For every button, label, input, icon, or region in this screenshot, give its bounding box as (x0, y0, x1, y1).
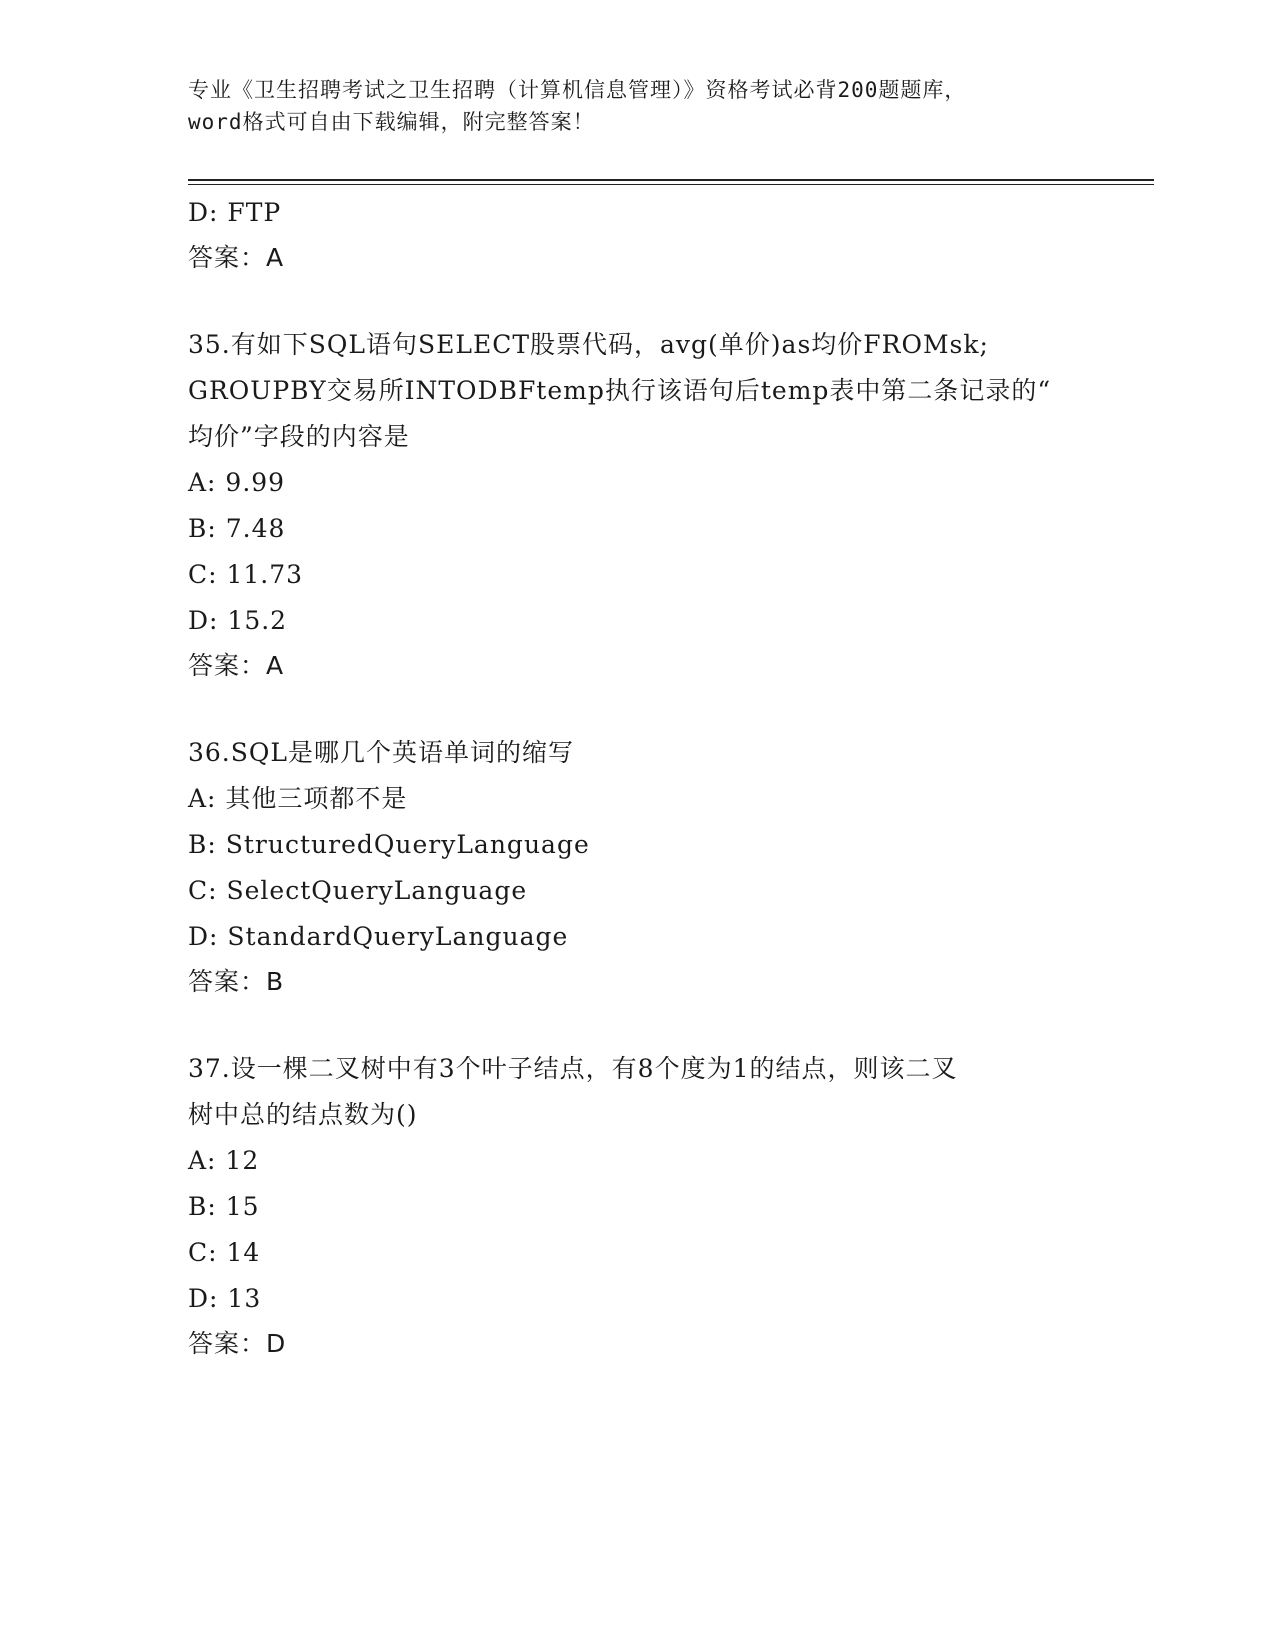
option-c: C: 11.73 (188, 560, 304, 589)
option-b: B: 7.48 (188, 514, 286, 543)
option-d: D: 15.2 (188, 606, 288, 635)
question-stem-line: 树中总的结点数为() (188, 1100, 418, 1129)
question-36 (188, 730, 1088, 1004)
header-divider-thick (188, 179, 1154, 181)
question-stem-line: 36.SQL是哪几个英语单词的缩写 (188, 738, 574, 767)
answer-line: 答案：D (188, 1329, 287, 1358)
question-stem-line: GROUPBY交易所INTODBFtemp执行该语句后temp表中第二条记录的“ (188, 376, 1052, 405)
header-line-2: word格式可自由下载编辑，附完整答案！ (188, 110, 595, 134)
question-35 (188, 322, 1088, 688)
header-line-1: 专业《卫生招聘考试之卫生招聘（计算机信息管理）》资格考试必背200题题库， (188, 78, 967, 102)
option-a: A: 12 (188, 1146, 260, 1175)
document-header (188, 74, 1088, 138)
header-divider-thin (188, 184, 1154, 185)
question-stem-line: 37.设一棵二叉树中有3个叶子结点，有8个度为1的结点，则该二叉 (188, 1054, 958, 1083)
option-d: D: FTP (188, 198, 282, 227)
question-37 (188, 1046, 1088, 1366)
option-c: C: 14 (188, 1238, 261, 1267)
option-a: A: 其他三项都不是 (188, 784, 408, 813)
answer-line: 答案：B (188, 967, 285, 996)
option-b: B: 15 (188, 1192, 260, 1221)
carryover-block (188, 190, 1088, 280)
question-content (188, 190, 1088, 1366)
option-c: C: SelectQueryLanguage (188, 876, 528, 905)
answer-line: 答案：A (188, 651, 285, 680)
option-a: A: 9.99 (188, 468, 286, 497)
answer-line: 答案：A (188, 243, 285, 272)
option-d: D: StandardQueryLanguage (188, 922, 569, 951)
question-stem-line: 35.有如下SQL语句SELECT股票代码，avg(单价)as均价FROMsk; (188, 330, 989, 359)
option-d: D: 13 (188, 1284, 262, 1313)
question-stem-line: 均价”字段的内容是 (188, 422, 410, 451)
option-b: B: StructuredQueryLanguage (188, 830, 590, 859)
